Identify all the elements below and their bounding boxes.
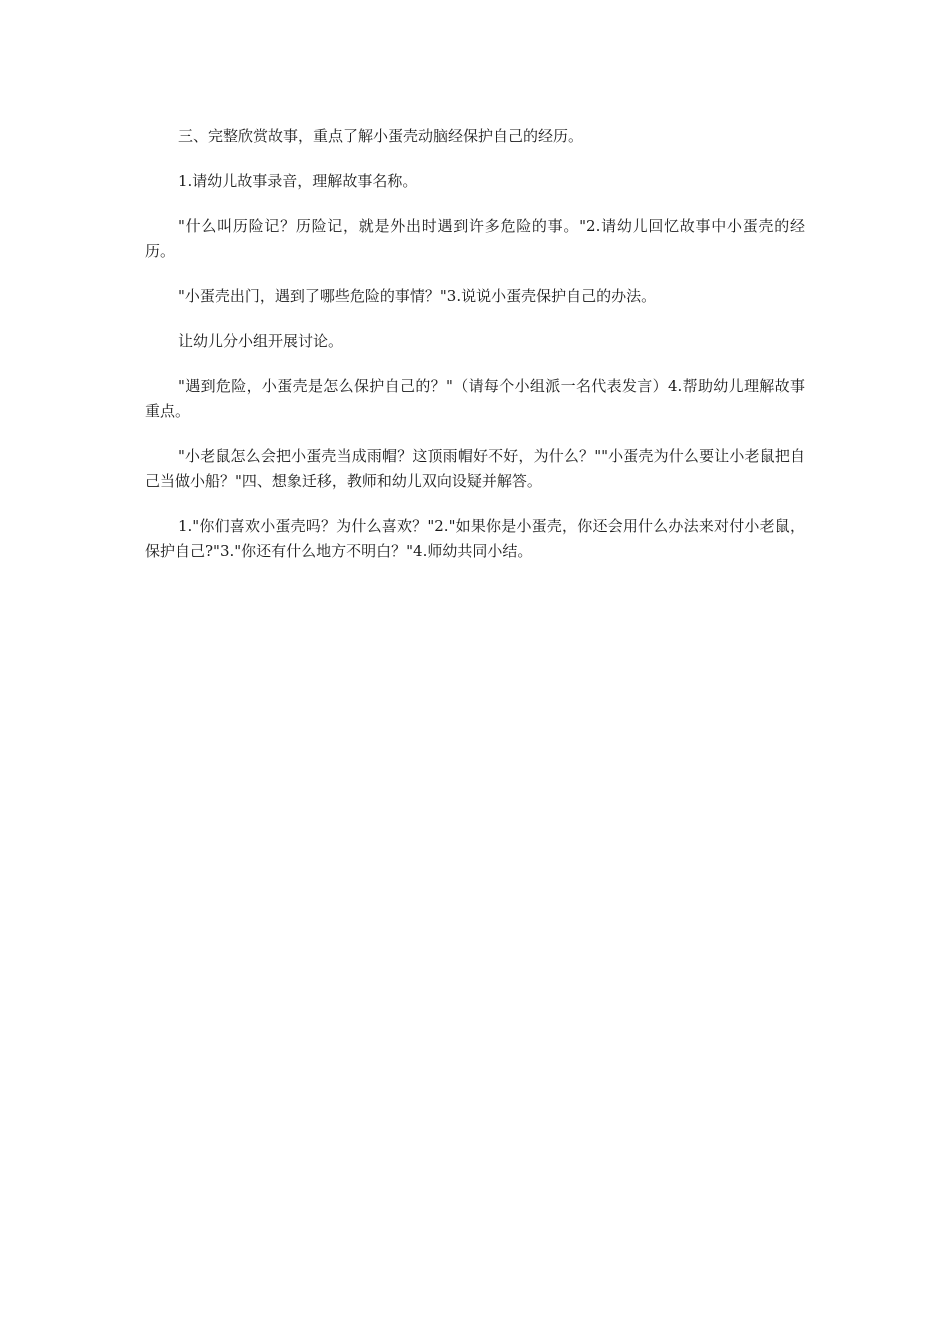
paragraph-questions: 1."你们喜欢小蛋壳吗？为什么喜欢？"2."如果你是小蛋壳，你还会用什么办法来对付小老鼠，保护自己?"3."你还有什么地方不明白？"4.师幼共同小结。 [145, 517, 805, 560]
paragraph-step-3: "小蛋壳出门，遇到了哪些危险的事情？"3.说说小蛋壳保护自己的办法。 [178, 287, 657, 305]
paragraph-section-four: "小老鼠怎么会把小蛋壳当成雨帽？这顶雨帽好不好，为什么？""小蛋壳为什么要让小老鼠把自己当做小船？"四、想象迁移，教师和幼儿双向设疑并解答。 [145, 447, 805, 490]
document-body [145, 124, 805, 584]
paragraph-group-discussion: 让幼儿分小组开展讨论。 [178, 332, 344, 350]
paragraph-section-three-heading: 三、完整欣赏故事，重点了解小蛋壳动脑经保护自己的经历。 [178, 127, 584, 145]
paragraph-step-1: 1.请幼儿故事录音，理解故事名称。 [178, 172, 418, 190]
paragraph-step-2: "什么叫历险记？历险记，就是外出时遇到许多危险的事。"2.请幼儿回忆故事中小蛋壳的经历。 [145, 217, 805, 260]
paragraph-step-4: "遇到危险，小蛋壳是怎么保护自己的？"（请每个小组派一名代表发言）4.帮助幼儿理解故事重点。 [145, 377, 805, 420]
